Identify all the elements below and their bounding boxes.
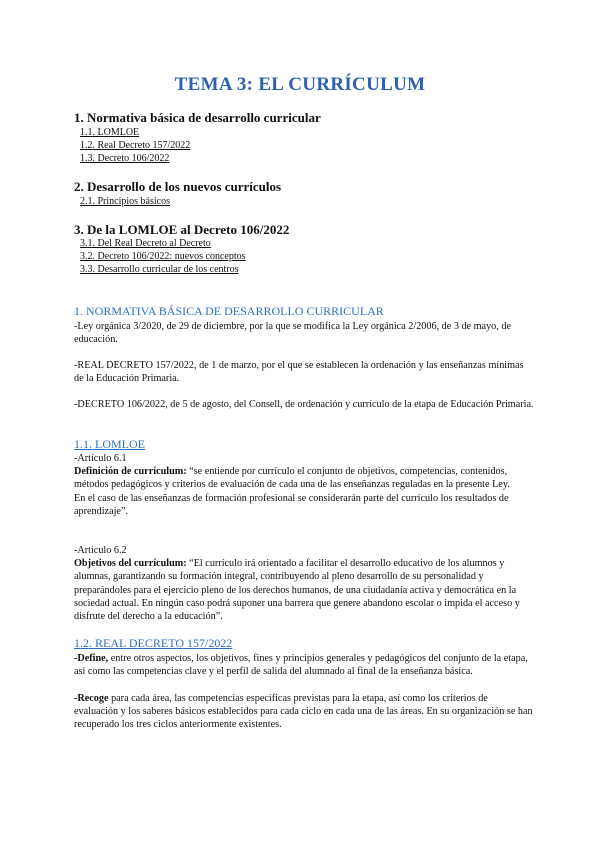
article-6-1-label: -Artículo 6.1	[74, 453, 127, 464]
article-6-2-label: -Artículo 6.2	[74, 545, 127, 556]
paragraph-decreto: -DECRETO 106/2022, de 5 de agosto, del Consell, de ordenación y currículo de la etapa de Educación Primaria.	[74, 399, 534, 410]
objectives-text: “El currículo irá orientado a facilitar el desarrollo educativo de los alumnos y alumnas, garantizando su formación integral, contribuyendo al pleno desarrollo de su personalidad y preparándoles para el ejercicio pleno de los derechos humanos, de una ciudadanía activa y democrática en la sociedad actual. En ningún caso podrá suponer una barrera que genere abandono escolar o impida el acceso y disfrute del derecho a la educación”.	[74, 558, 520, 623]
toc-item-2-1[interactable]: 2.1. Principios básicos	[80, 196, 170, 207]
toc-section-2[interactable]: 2. Desarrollo de los nuevos currículos	[74, 179, 282, 194]
definition-label: Definición de currículum:	[74, 466, 187, 478]
toc-item-3-2[interactable]: 3.2. Decreto 106/2022: nuevos conceptos	[80, 251, 246, 262]
definition-text: “se entiende por currículo el conjunto de objetivos, competencias, contenidos, métodos pedagógicos y criterios de evaluación de cada una de las enseñanzas reguladas en la presente Ley.	[74, 466, 510, 491]
definition-paragraph-2: En el caso de las enseñanzas de formación profesional se considerarán parte del currículo los resultados de aprendizaje”.	[74, 492, 509, 517]
section-lomloe-heading: 1.1. LOMLOE	[74, 437, 145, 451]
define-text: entre otros aspectos, los objetivos, fines y principios generales y pedagógicos del conjunto de la etapa, así como las competencias clave y el perfil de salida del alumnado al final de la enseñanza básica.	[74, 653, 528, 678]
section-real-decreto-heading: 1.2. REAL DECRETO 157/2022	[74, 636, 233, 650]
definition-paragraph	[74, 465, 534, 491]
objectives-paragraph	[74, 557, 534, 623]
recoge-label: -Recoge	[74, 693, 109, 704]
lomloe-block-2	[74, 544, 534, 623]
toc-item-3-1[interactable]: 3.1. Del Real Decreto al Decreto	[80, 238, 211, 249]
paragraph-ley-organica: -Ley orgánica 3/2020, de 29 de diciembre, por la que se modifica la Ley orgánica 2/2006, de 3 de mayo, de educación.	[74, 321, 511, 346]
section-1-heading: 1. NORMATIVA BÁSICA DE DESARROLLO CURRICULAR	[74, 304, 384, 318]
rd-recoge-paragraph	[74, 692, 534, 732]
toc-item-1-1[interactable]: 1.1. LOMLOE	[80, 127, 140, 138]
toc-item-1-2[interactable]: 1.2. Real Decreto 157/2022	[80, 140, 191, 151]
define-label: -Define,	[74, 653, 109, 664]
toc-item-1-3[interactable]: 1.3. Decreto 106/2022	[80, 153, 170, 164]
toc-item-3-3[interactable]: 3.3. Desarrollo curricular de los centros	[80, 264, 239, 275]
page-title: TEMA 3: EL CURRÍCULUM	[174, 74, 426, 95]
toc-section-3[interactable]: 3. De la LOMLOE al Decreto 106/2022	[74, 222, 290, 237]
toc-section-1[interactable]: 1. Normativa básica de desarrollo curricular	[74, 110, 321, 125]
recoge-text: para cada área, las competencias específicas previstas para la etapa, así como los criterios de evaluación y los saberes básicos establecidos para cada ciclo en cada una de las áreas. En su organización se han recuperado los tres ciclos anteriormente existentes.	[74, 693, 533, 731]
objectives-label: Objetivos del currículum:	[74, 558, 187, 570]
rd-define-paragraph	[74, 652, 534, 678]
lomloe-block-1	[74, 452, 534, 518]
paragraph-real-decreto: -REAL DECRETO 157/2022, de 1 de marzo, por el que se establecen la ordenación y las enseñanzas mínimas de la Educación Primaria.	[74, 360, 524, 385]
